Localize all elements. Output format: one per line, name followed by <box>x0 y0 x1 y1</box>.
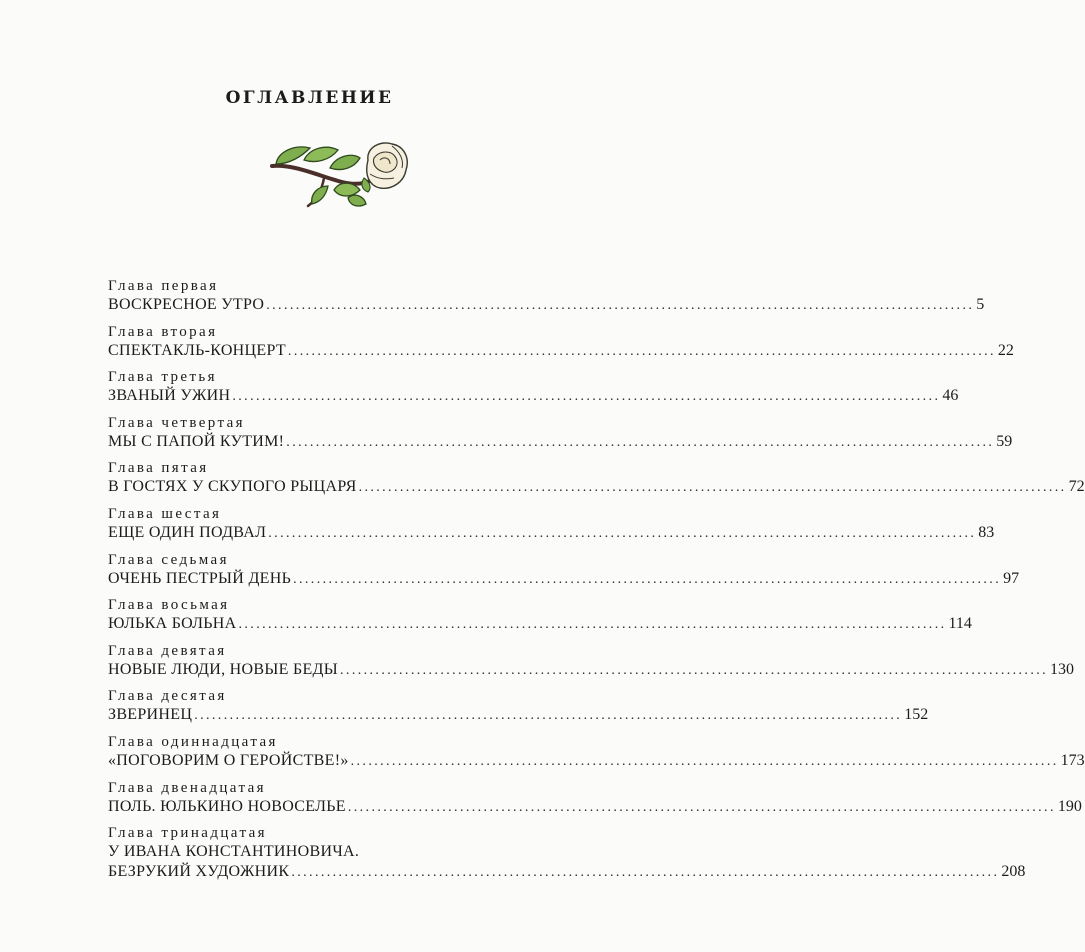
toc-entry <box>108 596 972 634</box>
chapter-title: БЕЗРУКИЙ ХУДОЖНИК <box>108 863 290 881</box>
chapter-title: ЗВЕРИНЕЦ <box>108 706 193 724</box>
chapter-label: Глава одиннадцатая <box>108 733 278 750</box>
page-number: 114 <box>948 615 972 633</box>
page-number: 5 <box>976 296 985 313</box>
page-number: 22 <box>997 341 1014 359</box>
dot-leader: ........................................................................................................................ <box>194 708 903 724</box>
dot-leader: ........................................................................................................................ <box>291 865 1000 881</box>
table-of-contents <box>108 277 1085 890</box>
page-number: 173 <box>1060 751 1085 769</box>
chapter-label: Глава тринадцатая <box>108 825 267 842</box>
toc-entry <box>108 551 1020 589</box>
chapter-title-line <box>108 341 1014 361</box>
page-title: ОГЛАВЛЕНИЕ <box>225 88 394 108</box>
chapter-label: Глава восьмая <box>108 597 230 614</box>
rose-icon <box>264 138 414 216</box>
toc-entry <box>108 368 959 406</box>
chapter-label: Глава третья <box>108 369 217 386</box>
chapter-label: Глава четвертая <box>108 414 245 431</box>
toc-entry <box>108 414 1013 452</box>
toc-entry <box>108 642 1075 680</box>
chapter-label: Глава первая <box>108 278 219 294</box>
dot-leader: ........................................................................................................................ <box>340 662 1049 678</box>
dot-leader: ........................................................................................................................ <box>238 617 947 633</box>
chapter-title: ОЧЕНЬ ПЕСТРЫЙ ДЕНЬ <box>108 569 292 587</box>
dot-leader: ........................................................................................................................ <box>287 343 996 359</box>
toc-entry <box>108 779 1082 817</box>
chapter-title-line <box>108 477 1085 497</box>
chapter-title-line <box>108 614 972 634</box>
chapter-title-line <box>108 295 985 315</box>
chapter-title: ВОСКРЕСНОЕ УТРО <box>108 296 265 313</box>
toc-entry <box>108 323 1014 361</box>
page-number: 72 <box>1068 478 1085 496</box>
chapter-title-line <box>108 432 1013 452</box>
page-number: 97 <box>1003 569 1020 587</box>
dot-leader: ........................................................................................................................ <box>232 389 941 405</box>
chapter-title: ЕЩЕ ОДИН ПОДВАЛ <box>108 523 267 541</box>
page-number: 59 <box>996 432 1013 450</box>
chapter-label: Глава десятая <box>108 688 227 705</box>
dot-leader: ........................................................................................................................ <box>293 571 1002 587</box>
page-number: 130 <box>1050 660 1075 678</box>
chapter-label: Глава девятая <box>108 642 227 659</box>
toc-entry <box>108 459 1085 497</box>
chapter-label: Глава двенадцатая <box>108 779 266 796</box>
page-number: 46 <box>942 387 959 405</box>
chapter-title-line <box>108 797 1082 817</box>
chapter-title-line <box>108 705 929 725</box>
toc-entry <box>108 505 995 543</box>
dot-leader: ........................................................................................................................ <box>358 480 1067 496</box>
toc-entry <box>108 824 1026 882</box>
chapter-title-line <box>108 842 563 862</box>
chapter-label: Глава шестая <box>108 505 222 522</box>
chapter-label: Глава вторая <box>108 323 218 340</box>
dot-leader: ........................................................................................................................ <box>266 298 975 313</box>
chapter-label: Глава пятая <box>108 460 209 477</box>
chapter-title: «ПОГОВОРИМ О ГЕРОЙСТВЕ!» <box>108 751 349 769</box>
chapter-title-line <box>108 523 995 543</box>
chapter-title-line <box>108 751 1085 771</box>
chapter-title: У ИВАНА КОНСТАНТИНОВИЧА. <box>108 843 360 861</box>
dot-leader: ........................................................................................................................ <box>350 753 1059 769</box>
chapter-title: МЫ С ПАПОЙ КУТИМ! <box>108 432 285 450</box>
chapter-title: В ГОСТЯХ У СКУПОГО РЫЦАРЯ <box>108 478 357 496</box>
chapter-title: ЮЛЬКА БОЛЬНА <box>108 615 237 633</box>
toc-entry <box>108 277 985 315</box>
dot-leader: ........................................................................................................................ <box>268 525 977 541</box>
chapter-title-line <box>108 660 1075 680</box>
chapter-title-line <box>108 569 1020 589</box>
page-number: 83 <box>978 523 995 541</box>
dot-leader: ........................................................................................................................ <box>286 434 995 450</box>
chapter-title-line <box>108 386 959 406</box>
chapter-title: НОВЫЕ ЛЮДИ, НОВЫЕ БЕДЫ <box>108 660 339 678</box>
page-number: 208 <box>1001 863 1026 881</box>
toc-entry <box>108 687 929 725</box>
chapter-title: ЗВАНЫЙ УЖИН <box>108 387 231 405</box>
page-number: 190 <box>1057 797 1082 815</box>
chapter-title: СПЕКТАКЛЬ-КОНЦЕРТ <box>108 341 286 359</box>
page-number: 152 <box>904 706 929 724</box>
dot-leader: ........................................................................................................................ <box>347 799 1056 815</box>
toc-entry <box>108 733 1085 771</box>
chapter-title: ПОЛЬ. ЮЛЬКИНО НОВОСЕЛЬЕ <box>108 797 346 815</box>
chapter-title-line <box>108 862 1026 882</box>
chapter-label: Глава седьмая <box>108 551 229 568</box>
